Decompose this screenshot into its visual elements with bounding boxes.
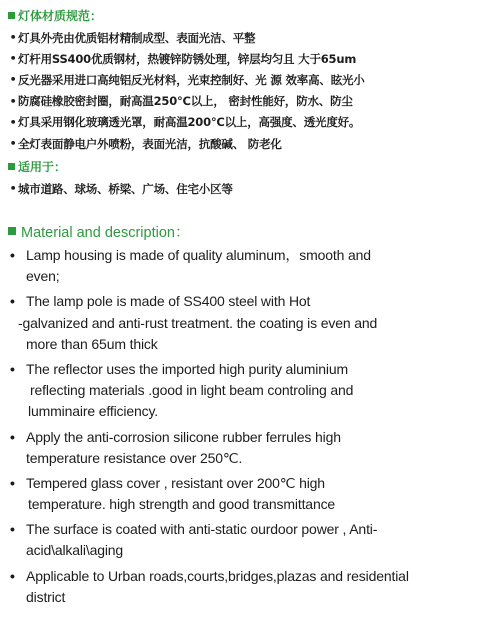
en-item-line: lumminaire efficiency. (28, 403, 159, 420)
list-item (8, 291, 484, 355)
en-item-line: The reflector uses the imported high purity aluminium (26, 360, 348, 377)
en-item-line: Lamp housing is made of quality aluminum，smooth and (26, 247, 371, 263)
cn-use-heading (8, 157, 484, 175)
en-heading-text: Material and description： (21, 224, 190, 241)
en-item-line: Applicable to Urban roads,courts,bridges,plazas and residential (26, 567, 409, 584)
cn-use-heading-text: 适用于： (18, 159, 67, 174)
bullet-icon: • (10, 360, 15, 377)
cn-material-item-text: 灯具采用钢化玻璃透光罩，耐高温200℃以上，高强度、透光度好。 (18, 115, 361, 130)
english-spec-section (8, 221, 484, 608)
en-item-line: more than 65um thick (26, 335, 158, 352)
en-item-line: Apply the anti-corrosion silicone rubber ferrules high (26, 428, 341, 445)
bullet-icon: • (10, 521, 15, 538)
en-item-line: district (26, 588, 66, 605)
bullet-icon: • (9, 115, 17, 129)
en-item-line: even; (26, 268, 60, 285)
bullet-icon: • (10, 474, 15, 491)
en-heading (8, 221, 484, 241)
list-item (8, 178, 484, 199)
cn-material-item-text: 反光器采用进口高纯铝反光材料，光束控制好、光 源 效率高、眩光小 (18, 72, 365, 87)
bullet-icon: • (10, 428, 15, 445)
cn-material-heading-text: 灯体材质规范： (18, 8, 103, 23)
bullet-icon: • (10, 247, 15, 263)
bullet-icon: • (9, 137, 17, 151)
list-item (8, 91, 484, 112)
cn-material-item-text: 灯杆用SS400优质钢材，热镀锌防锈处理，锌层均匀且 大于65um (18, 51, 357, 66)
bullet-icon: • (10, 293, 15, 310)
cn-use-list (8, 178, 484, 199)
heading-square-icon (8, 163, 15, 170)
en-item-line: Tempered glass cover , resistant over 200℃ high (26, 474, 325, 491)
en-item-line: The lamp pole is made of SS400 steel with Hot (26, 293, 311, 310)
cn-material-item-text: 防腐硅橡胶密封圈，耐高温250℃以上， 密封性能好，防水、防尘 (18, 94, 353, 109)
list-item (8, 519, 484, 561)
list-item (8, 359, 484, 423)
list-item (8, 245, 484, 287)
list-item (8, 566, 484, 608)
cn-material-heading (8, 6, 484, 24)
bullet-icon: • (9, 182, 17, 196)
list-item (8, 112, 484, 133)
chinese-spec-section (8, 6, 484, 199)
cn-use-item-text: 城市道路、球场、桥梁、广场、住宅小区等 (18, 181, 233, 196)
heading-square-icon (8, 227, 16, 235)
bullet-icon: • (10, 567, 15, 584)
cn-material-list (8, 27, 484, 154)
en-item-line: reflecting materials .good in light beam controling and (30, 382, 354, 399)
bullet-icon: • (9, 52, 17, 66)
en-item-line: -galvanized and anti-rust treatment. the coating is even and (18, 314, 378, 331)
en-item-line: temperature resistance over 250℃. (26, 449, 243, 466)
en-item-line: temperature. high strength and good transmittance (28, 496, 336, 513)
cn-material-item-text: 灯具外壳由优质铝材精制成型、表面光洁、平整 (18, 30, 256, 45)
cn-material-item-text: 全灯表面静电户外喷粉，表面光洁，抗酸碱、 防老化 (18, 136, 282, 151)
list-item (8, 133, 484, 154)
list-item (8, 69, 484, 90)
bullet-icon: • (9, 73, 17, 87)
list-item (8, 48, 484, 69)
bullet-icon: • (9, 94, 17, 108)
list-item (8, 473, 484, 515)
list-item (8, 27, 484, 48)
en-item-line: acid\alkali\aging (26, 542, 124, 559)
bullet-icon: • (9, 31, 17, 45)
heading-square-icon (8, 12, 15, 19)
list-item (8, 427, 484, 469)
en-item-line: The surface is coated with anti-static ourdoor power , Anti- (26, 521, 378, 538)
